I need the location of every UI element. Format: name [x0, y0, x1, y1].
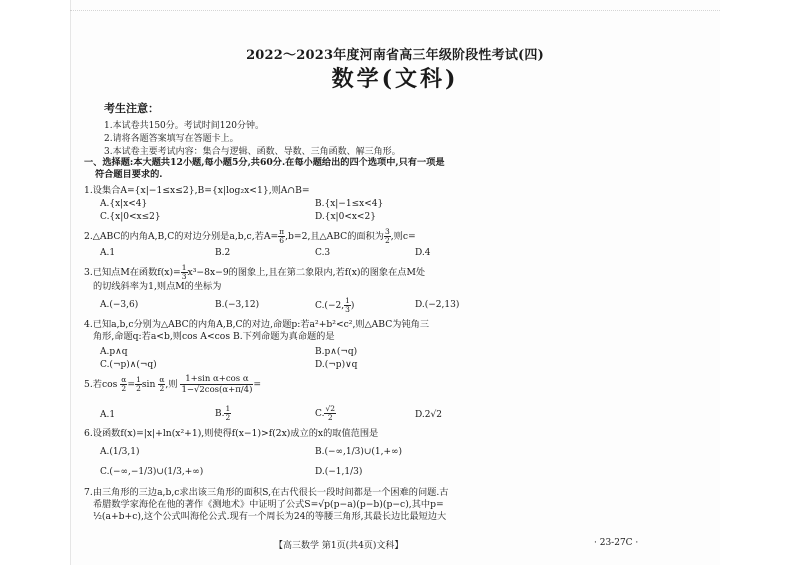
q5-option-c-frac: [324, 405, 336, 422]
q5-option-c: [315, 405, 336, 422]
q1-option-d: D.{x|0<x<2}: [315, 212, 376, 222]
q5-frac-2: [135, 376, 142, 393]
scan-noise-top: [70, 0, 720, 11]
q4-option-d: D.(¬p)∨q: [315, 360, 358, 370]
question-3-stem: [84, 264, 714, 293]
q7-line1: 7.由三角形的三边a,b,c求出该三角形的面积S,在古代很长一段时间都是一个困难的问题.古: [84, 487, 449, 498]
section-heading: [84, 157, 714, 181]
notice-item-1: 1.本试卷共150分。考试时间120分钟。: [104, 121, 264, 131]
question-1-stem: 1.设集合A={x|−1≤x≤2},B={x|log₂x<1},则A∩B=: [84, 185, 310, 196]
q6-option-a: A.(1/3,1): [100, 447, 140, 457]
q5-frac-1-den: 2: [121, 384, 127, 393]
section-heading-line2: 符合题目要求的.: [95, 169, 163, 180]
q5-frac-3-num: α: [159, 375, 165, 384]
q5-big-num: 1+sin α+cos α: [180, 374, 253, 385]
q6-option-d: D.(−1,1/3): [315, 467, 363, 477]
q4-stem-line1: 4.已知a,b,c分别为△ABC的内角A,B,C的对边,命题p:若a²+b²<c²,则△ABC为钝角三: [84, 319, 430, 330]
q5-option-a: A.1: [100, 410, 116, 420]
q5-frac-3-den: 2: [159, 384, 165, 393]
q7-line3: ½(a+b+c),这个公式叫海伦公式.现有一个周长为24的等腰三角形,其最长边比最短边大: [93, 511, 447, 522]
q5-frac-1-num: α: [121, 375, 127, 384]
q5-part-d: ,则: [165, 379, 178, 390]
q3-option-c-num: 1: [345, 296, 350, 305]
question-6-stem: 6.设函数f(x)=|x|+ln(x²+1),则使得f(x−1)>f(2x)成立的x的取值范围是: [84, 428, 379, 439]
question-4-stem: [84, 319, 714, 343]
footer-code: · 23-27C ·: [594, 538, 639, 548]
q5-option-c-text: C.: [315, 409, 325, 419]
q7-line2: 希腊数学家海伦在他的著作《测地术》中证明了公式S=√p(p−a)(p−b)(p−c),其中p=: [93, 499, 444, 510]
q2-stem-part-a: 2.△ABC的内角A,B,C的对边分别是a,b,c,若A=: [84, 231, 279, 242]
q5-option-c-num: √2: [325, 404, 335, 413]
q3-option-b: B.(−3,12): [215, 300, 260, 310]
q2-frac-1-num: π: [279, 227, 285, 236]
q2-frac-2-den: 2: [384, 236, 390, 245]
exam-page: [70, 0, 720, 565]
section-heading-line1: 一、选择题:本大题共12小题,每小题5分,共60分.在每小题给出的四个选项中,只有一项是: [84, 157, 445, 168]
q5-option-b-num: 1: [225, 404, 231, 413]
q3-stem-part-a: 3.已知点M在函数f(x)=: [84, 267, 181, 278]
q5-option-b-text: B.: [215, 409, 225, 419]
q3-option-c-den: 3: [345, 305, 350, 314]
q5-part-e: =: [253, 379, 262, 390]
q3-option-c-close: ): [350, 301, 355, 311]
q6-option-c: C.(−∞,−1/3)∪(1/3,+∞): [100, 467, 204, 477]
q5-frac-2-den: 2: [136, 384, 141, 393]
q3-option-a: A.(−3,6): [100, 300, 139, 310]
q4-option-a: A.p∧q: [100, 347, 128, 357]
q3-stem-line2: 的切线斜率为1,则点M的坐标为: [93, 281, 222, 292]
q3-option-c-text: C.(−2,: [315, 301, 345, 311]
q2-option-c: C.3: [315, 248, 331, 258]
q5-big-den: 1−√2cos(α+π/4): [181, 385, 253, 395]
q5-option-b-frac: [224, 405, 231, 422]
q5-option-b: [215, 405, 231, 422]
q2-stem-part-c: ,则c=: [390, 231, 416, 242]
q5-big-frac: [180, 374, 253, 395]
exam-title: 2022～2023年度河南省高三年级阶段性考试(四): [246, 48, 544, 63]
notice-heading: 考生注意：: [104, 102, 159, 115]
q2-frac-2: [384, 228, 391, 245]
q5-option-b-den: 2: [225, 413, 231, 422]
q6-option-b: B.(−∞,1/3)∪(1,+∞): [315, 447, 403, 457]
q5-frac-2-num: 1: [136, 375, 141, 384]
notice-item-2: 2.请将各题答案填写在答题卡上。: [104, 134, 239, 144]
q5-option-d: D.2√2: [415, 410, 442, 420]
q3-option-c-frac: [344, 297, 351, 314]
q2-option-d: D.4: [415, 248, 431, 258]
q2-option-a: A.1: [100, 248, 116, 258]
question-2-stem: [84, 228, 714, 245]
q5-part-b: =: [127, 379, 136, 390]
q2-frac-2-num: 3: [384, 227, 390, 236]
q5-part-a: 5.若cos: [84, 379, 118, 390]
q2-stem-part-b: ,b=2,且△ABC的面积为: [285, 231, 384, 242]
q4-option-c: C.(¬p)∧(¬q): [100, 360, 157, 370]
exam-subject: 数学(文科): [331, 66, 459, 92]
q3-option-c: [315, 297, 354, 314]
q2-option-b: B.2: [215, 248, 231, 258]
q3-frac: [181, 264, 188, 281]
q4-stem-line2: 角形,命题q:若a<b,则cos A<cos B.下列命题为真命题的是: [93, 331, 335, 342]
q3-frac-num: 1: [181, 263, 187, 272]
question-7-stem: [84, 487, 714, 523]
q4-option-b: B.p∧(¬q): [315, 347, 358, 357]
q3-frac-den: 3: [181, 272, 187, 281]
q1-option-b: B.{x|−1≤x<4}: [315, 199, 384, 209]
q3-option-d: D.(−2,13): [415, 300, 460, 310]
q5-part-c: sin: [141, 379, 156, 390]
question-5-stem: [84, 374, 714, 395]
notice-item-3: 3.本试卷主要考试内容：集合与逻辑、函数、导数、三角函数、解三角形。: [104, 147, 401, 157]
footer-page-info: 【高三数学 第1页(共4页)文科】: [274, 541, 404, 551]
q2-frac-1-den: 6: [279, 236, 285, 245]
q1-option-a: A.{x|x<4}: [100, 199, 148, 209]
q3-stem-part-b: x³−8x−9的图象上,且在第二象限内,若f(x)的图象在点M处: [187, 267, 426, 278]
q5-option-c-den: 2: [327, 413, 333, 422]
q1-option-c: C.{x|0<x≤2}: [100, 212, 161, 222]
